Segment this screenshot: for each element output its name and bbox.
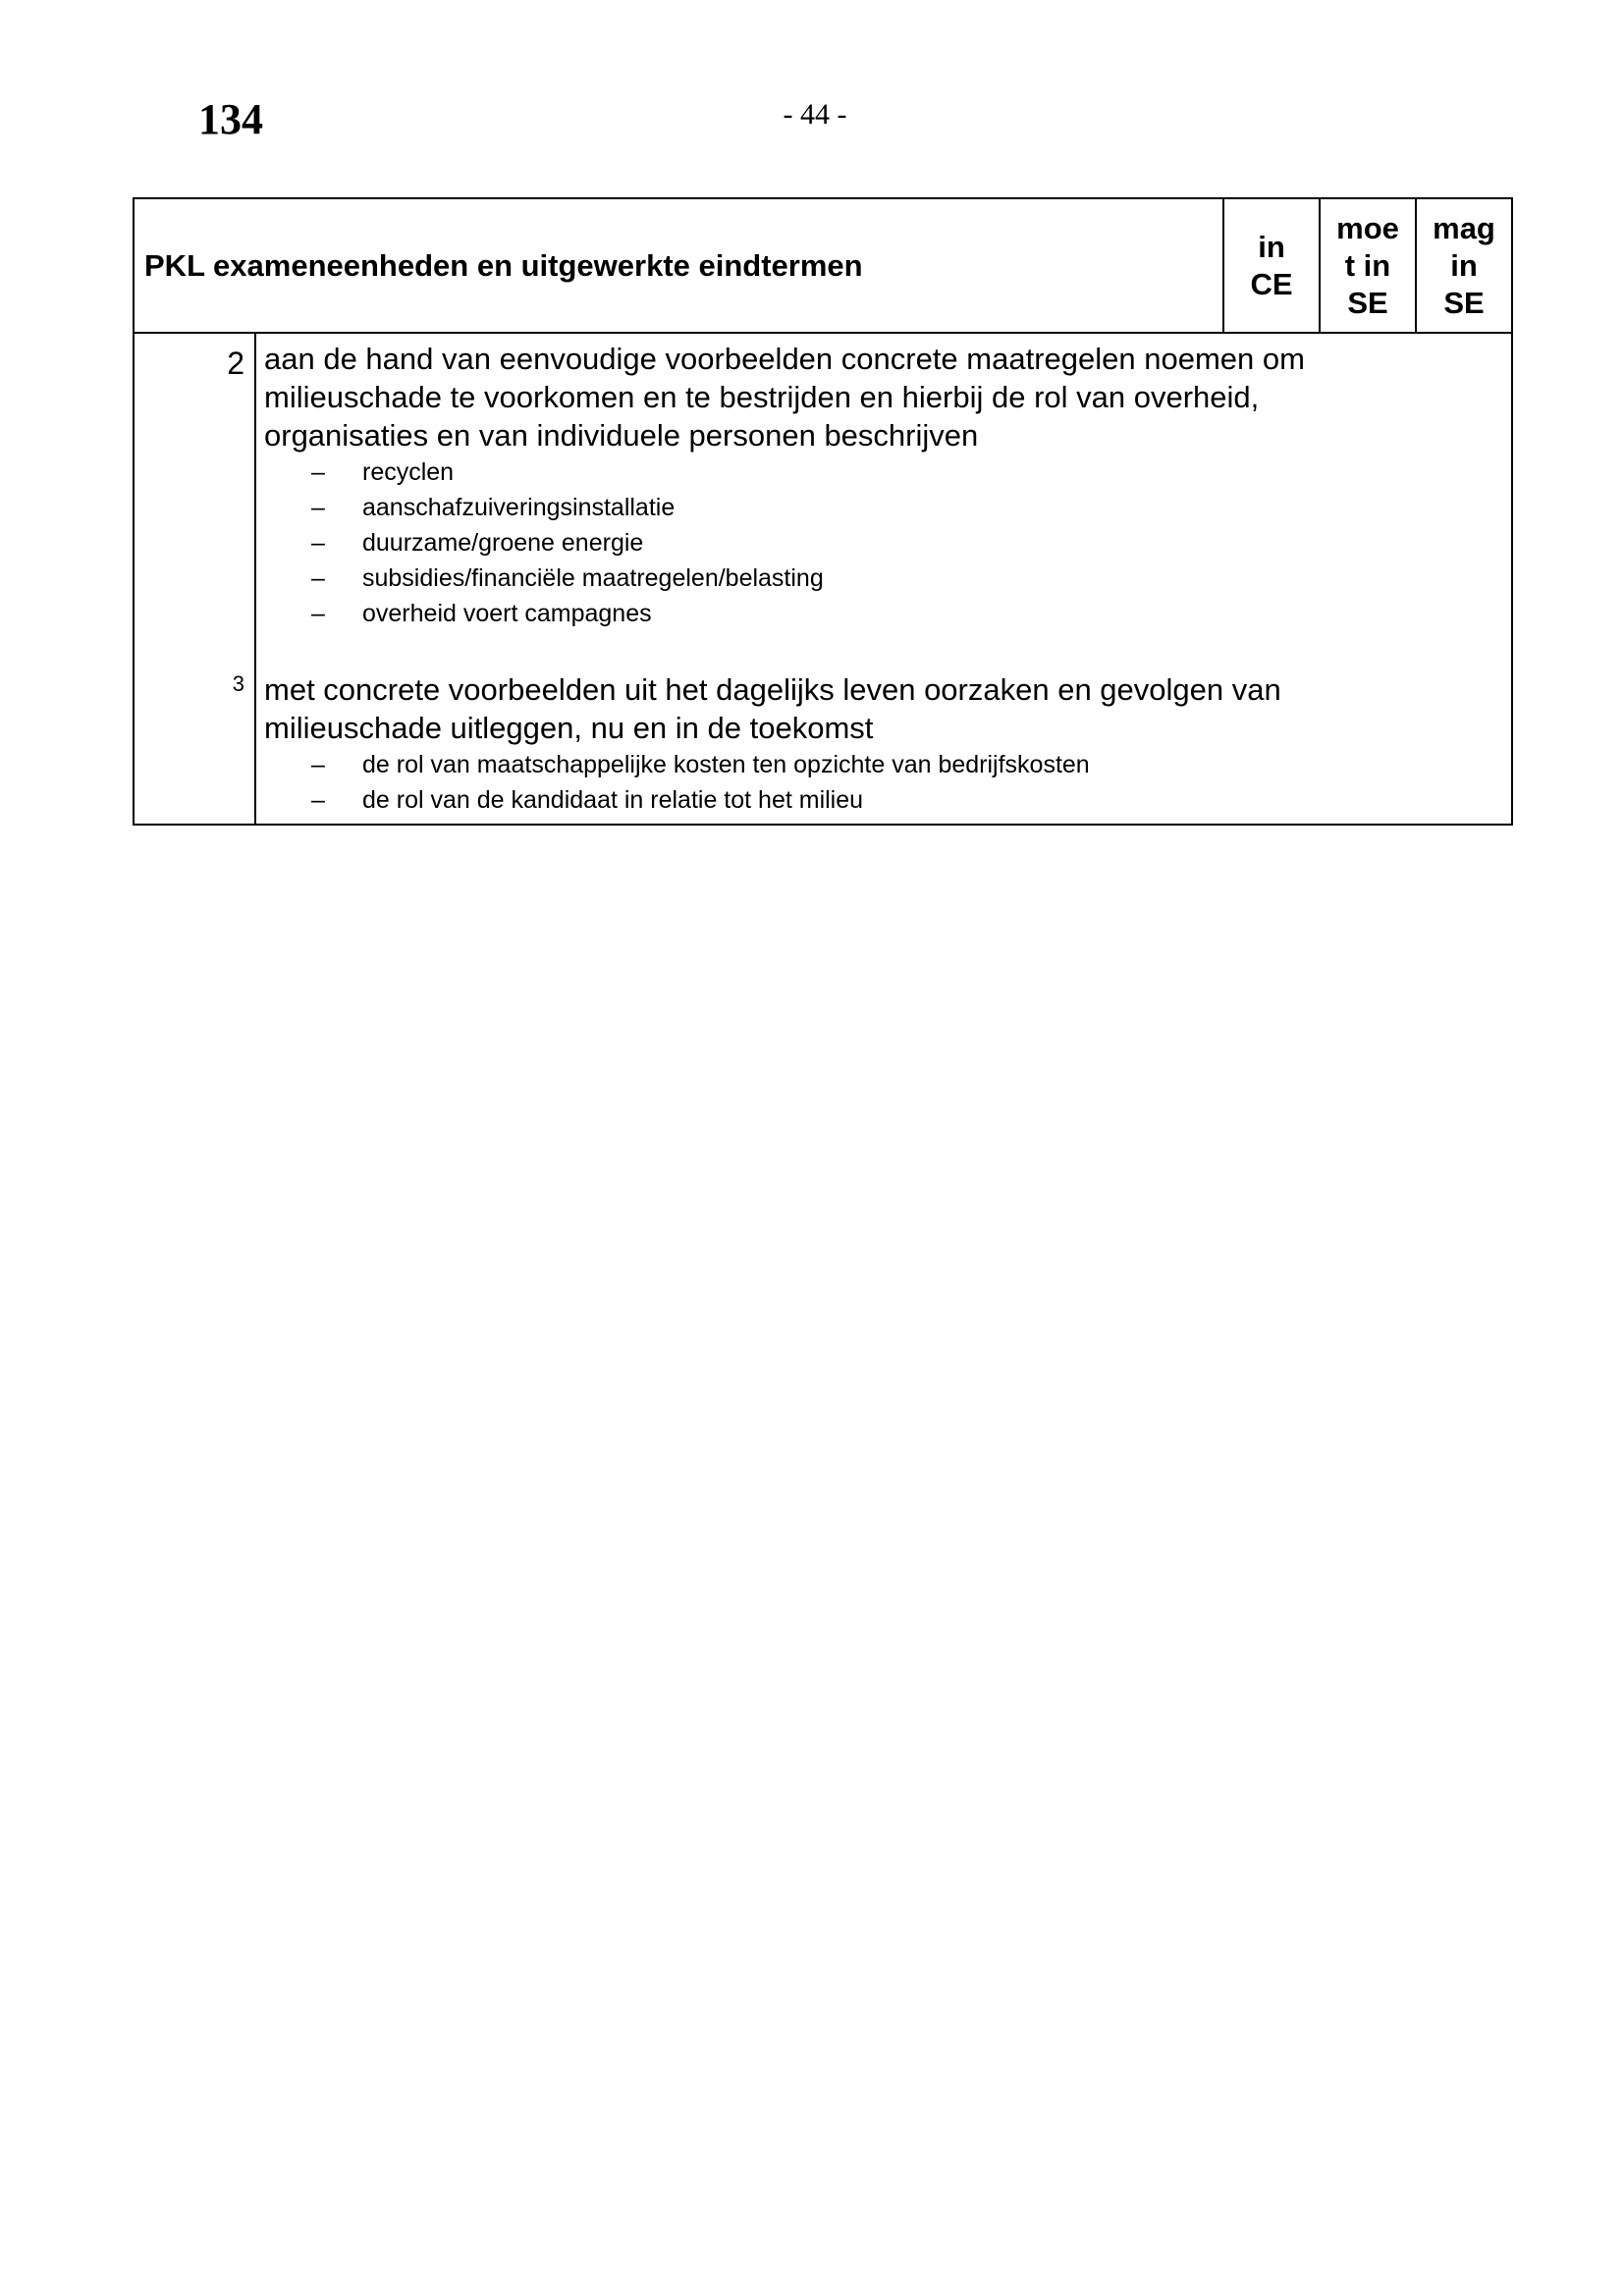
list-item xyxy=(264,525,1511,561)
item-number-column xyxy=(135,334,256,824)
header-col-moet-in-se-line: moe xyxy=(1336,210,1399,245)
header-col-in-ce-line: CE xyxy=(1250,266,1293,301)
item-number: 2 xyxy=(227,346,244,381)
page-number: 134 xyxy=(198,95,263,143)
list-item xyxy=(264,782,1511,818)
header-col-moet-in-se xyxy=(1321,199,1417,332)
header-col-in-ce-line: in xyxy=(1258,229,1285,264)
item-3-subitems xyxy=(264,747,1511,818)
subitem-text: de rol van de kandidaat in relatie tot het milieu xyxy=(362,786,864,814)
dash-bullet: – xyxy=(311,600,325,627)
item-line: milieuschade uitleggen, nu en in de toekomst xyxy=(264,711,874,745)
header-col-mag-in-se-line: mag xyxy=(1433,210,1495,245)
item-text-column xyxy=(256,334,1511,824)
page-marker: - 44 - xyxy=(783,98,847,131)
item-3-text xyxy=(264,670,1511,747)
item-2-text xyxy=(264,340,1511,454)
dash-bullet: – xyxy=(311,529,325,557)
dash-bullet: – xyxy=(311,564,325,592)
header-col-mag-in-se xyxy=(1417,199,1511,332)
dash-bullet: – xyxy=(311,458,325,486)
dash-bullet: – xyxy=(311,751,325,778)
subitem-text: recyclen xyxy=(362,458,455,486)
list-item xyxy=(264,561,1511,596)
subitem-text: de rol van maatschappelijke kosten ten opzichte van bedrijfskosten xyxy=(362,751,1090,778)
header-col-in-ce xyxy=(1224,199,1321,332)
subitem-text: subsidies/financiële maatregelen/belasting xyxy=(362,564,824,592)
header-col-moet-in-se-line: SE xyxy=(1347,285,1388,320)
table-header-title: PKL exameneenheden en uitgewerkte eindtermen xyxy=(135,199,1224,332)
subitem-text: overheid voert campagnes xyxy=(362,600,652,627)
subitem-text: duurzame/groene energie xyxy=(362,529,644,557)
item-line: organisaties en van individuele personen beschrijven xyxy=(264,418,979,453)
table-header-row xyxy=(135,199,1511,334)
list-item xyxy=(264,490,1511,525)
header-col-mag-in-se-line: SE xyxy=(1443,285,1485,320)
header-col-mag-in-se-line: in xyxy=(1450,247,1478,283)
list-item xyxy=(264,454,1511,490)
item-line: aan de hand van eenvoudige voorbeelden concrete maatregelen noemen om xyxy=(264,342,1305,376)
exam-units-table xyxy=(133,197,1513,826)
item-2-subitems xyxy=(264,454,1511,631)
list-item xyxy=(264,596,1511,631)
item-line: milieuschade te voorkomen en te bestrijden en hierbij de rol van overheid, xyxy=(264,380,1260,414)
item-number: 3 xyxy=(232,671,244,696)
item-line: met concrete voorbeelden uit het dagelijks leven oorzaken en gevolgen van xyxy=(264,672,1281,707)
dash-bullet: – xyxy=(311,494,325,521)
subitem-text: aanschafzuiveringsinstallatie xyxy=(362,494,676,521)
dash-bullet: – xyxy=(311,786,325,814)
list-item xyxy=(264,747,1511,782)
table-body-row xyxy=(135,334,1511,824)
header-col-moet-in-se-line: t in xyxy=(1344,247,1391,283)
item-spacer xyxy=(264,631,1511,670)
